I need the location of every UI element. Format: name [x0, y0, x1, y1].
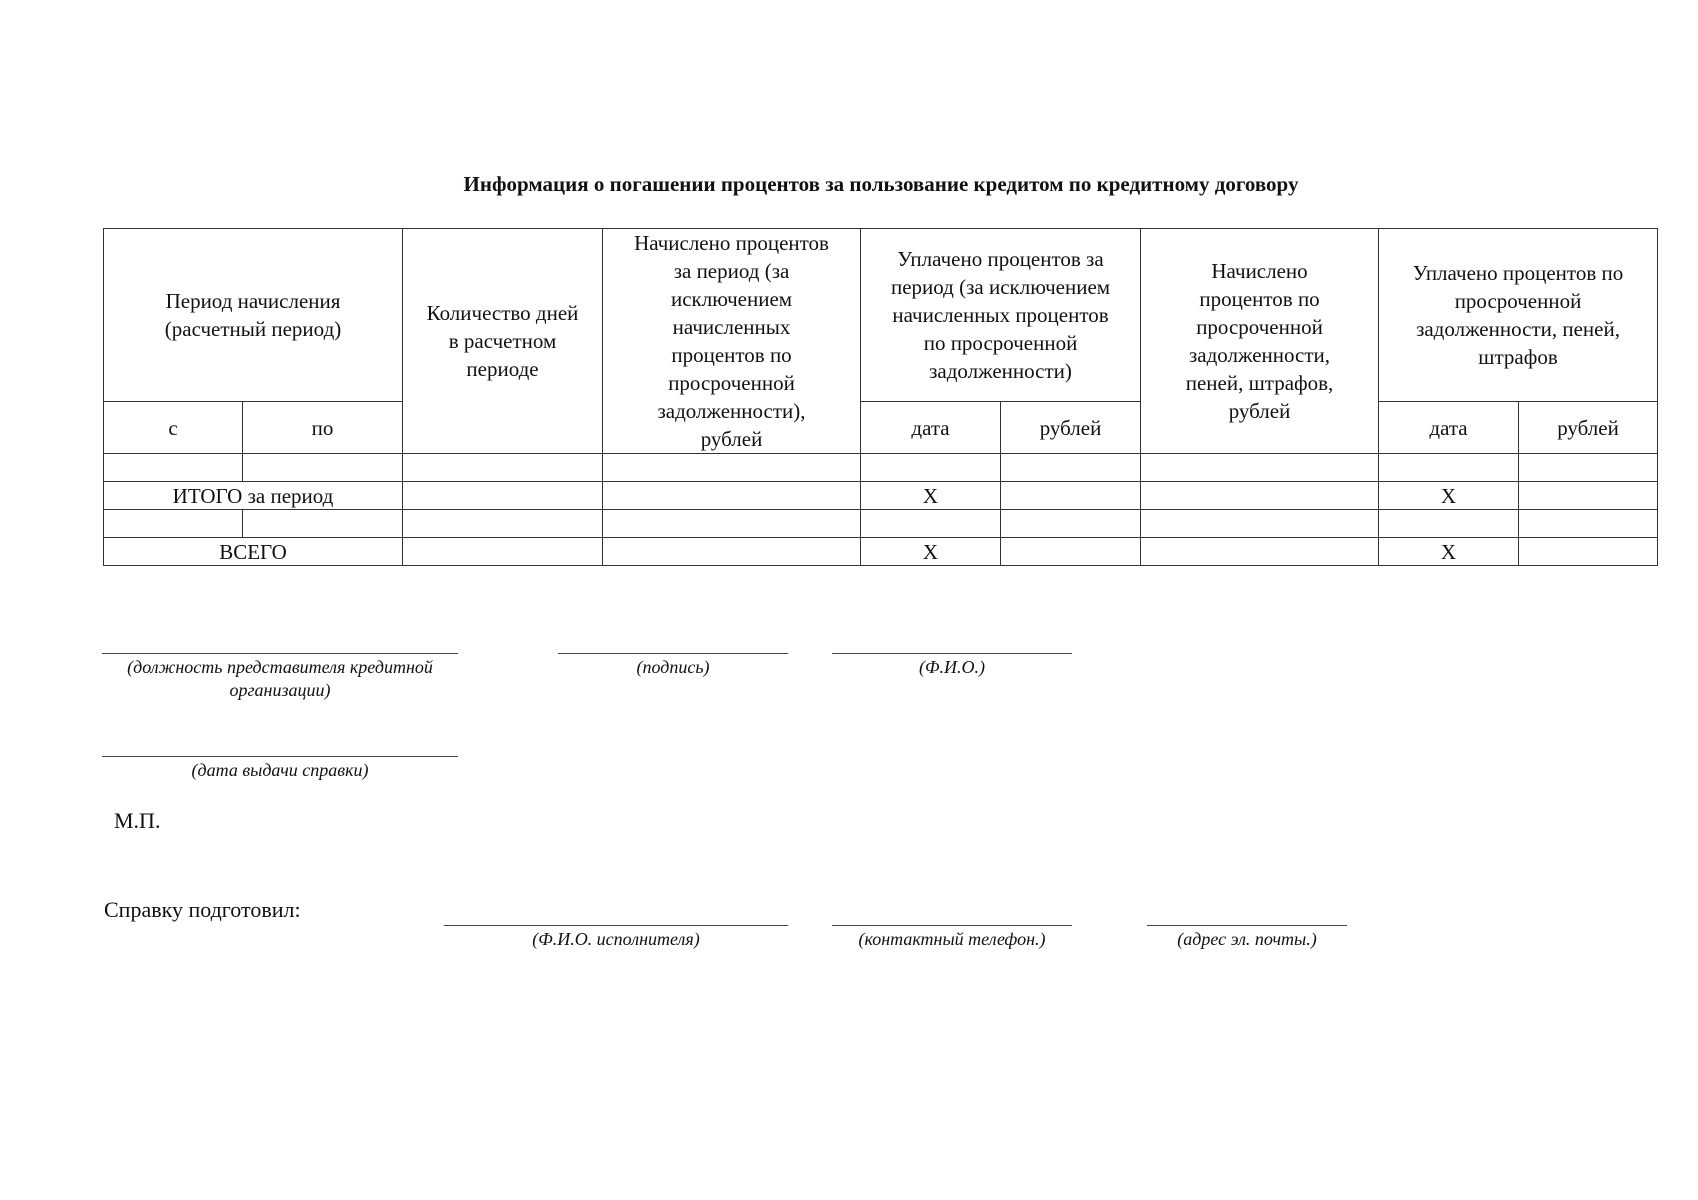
- table-cell: [861, 454, 1001, 482]
- table-cell: [403, 538, 603, 566]
- interest-repayment-table: [103, 228, 1658, 566]
- signature-line: [558, 653, 788, 654]
- header-period: Период начисления (расчетный период): [104, 229, 403, 402]
- executor-caption: (Ф.И.О. исполнителя): [532, 929, 700, 949]
- stamp-place-label: М.П.: [114, 808, 161, 833]
- table-row-vsego: [104, 538, 1658, 566]
- table-cell: [1141, 454, 1379, 482]
- header-paid-interest: Уплачено процентов за период (за исключением начисленных процентов по просроченной задолженности): [861, 229, 1141, 402]
- table-cell: [104, 454, 243, 482]
- table-cell: [104, 510, 243, 538]
- table-row: [104, 510, 1658, 538]
- phone-caption: (контактный телефон.): [858, 929, 1046, 949]
- email-line: [1147, 925, 1347, 926]
- table-cell: [243, 510, 403, 538]
- issue-date-line: [102, 756, 458, 757]
- table-cell: [603, 510, 861, 538]
- table-cell: [403, 510, 603, 538]
- table-cell: [243, 454, 403, 482]
- email-caption: (адрес эл. почты.): [1177, 929, 1317, 949]
- position-caption: (должность представителя кредитной организации): [127, 657, 433, 700]
- table-cell: [1519, 454, 1658, 482]
- table-cell: [1379, 510, 1519, 538]
- header-paid-overdue-date: дата: [1379, 402, 1519, 454]
- table-cell: [603, 538, 861, 566]
- header-paid-date: дата: [861, 402, 1001, 454]
- header-days-count: Количество дней в расчетном периоде: [403, 229, 603, 454]
- table-cell: [1001, 482, 1141, 510]
- table-cell: [1379, 454, 1519, 482]
- position-signature-line: [102, 653, 458, 654]
- table-cell: [603, 454, 861, 482]
- table-cell: [1519, 538, 1658, 566]
- table-cell: [403, 482, 603, 510]
- table-cell: [603, 482, 861, 510]
- table-cell: [1001, 538, 1141, 566]
- table-cell: [1141, 510, 1379, 538]
- table-cell: [1519, 510, 1658, 538]
- signature-caption: (подпись): [636, 657, 710, 677]
- prepared-by-label: Справку подготовил:: [104, 897, 301, 922]
- table-row-itogo: [104, 482, 1658, 510]
- executor-line: [444, 925, 788, 926]
- table-cell: [861, 510, 1001, 538]
- table-cell: [1001, 454, 1141, 482]
- table-cell: [1141, 538, 1379, 566]
- table-row: [104, 454, 1658, 482]
- phone-line: [832, 925, 1072, 926]
- header-accrued-interest: Начислено процентов за период (за исключением начисленных процентов по просроченной задолженности), рублей: [603, 229, 861, 454]
- table-cell: [1001, 510, 1141, 538]
- fio-line: [832, 653, 1072, 654]
- header-period-from: с: [104, 402, 243, 454]
- table-cell: [1141, 482, 1379, 510]
- x-mark: Х: [1379, 538, 1519, 566]
- header-paid-rubles: рублей: [1001, 402, 1141, 454]
- fio-caption: (Ф.И.О.): [919, 657, 985, 677]
- header-period-to: по: [243, 402, 403, 454]
- header-paid-overdue: Уплачено процентов по просроченной задолженности, пеней, штрафов: [1379, 229, 1658, 402]
- vsego-label: ВСЕГО: [104, 538, 403, 566]
- header-accrued-overdue: Начислено процентов по просроченной задолженности, пеней, штрафов, рублей: [1141, 229, 1379, 454]
- issue-date-caption: (дата выдачи справки): [191, 760, 369, 780]
- table-cell: [1519, 482, 1658, 510]
- x-mark: Х: [1379, 482, 1519, 510]
- header-paid-overdue-rubles: рублей: [1519, 402, 1658, 454]
- itogo-label: ИТОГО за период: [104, 482, 403, 510]
- x-mark: Х: [861, 538, 1001, 566]
- x-mark: Х: [861, 482, 1001, 510]
- table-cell: [403, 454, 603, 482]
- document-title: Информация о погашении процентов за пользование кредитом по кредитному договору: [463, 172, 1299, 196]
